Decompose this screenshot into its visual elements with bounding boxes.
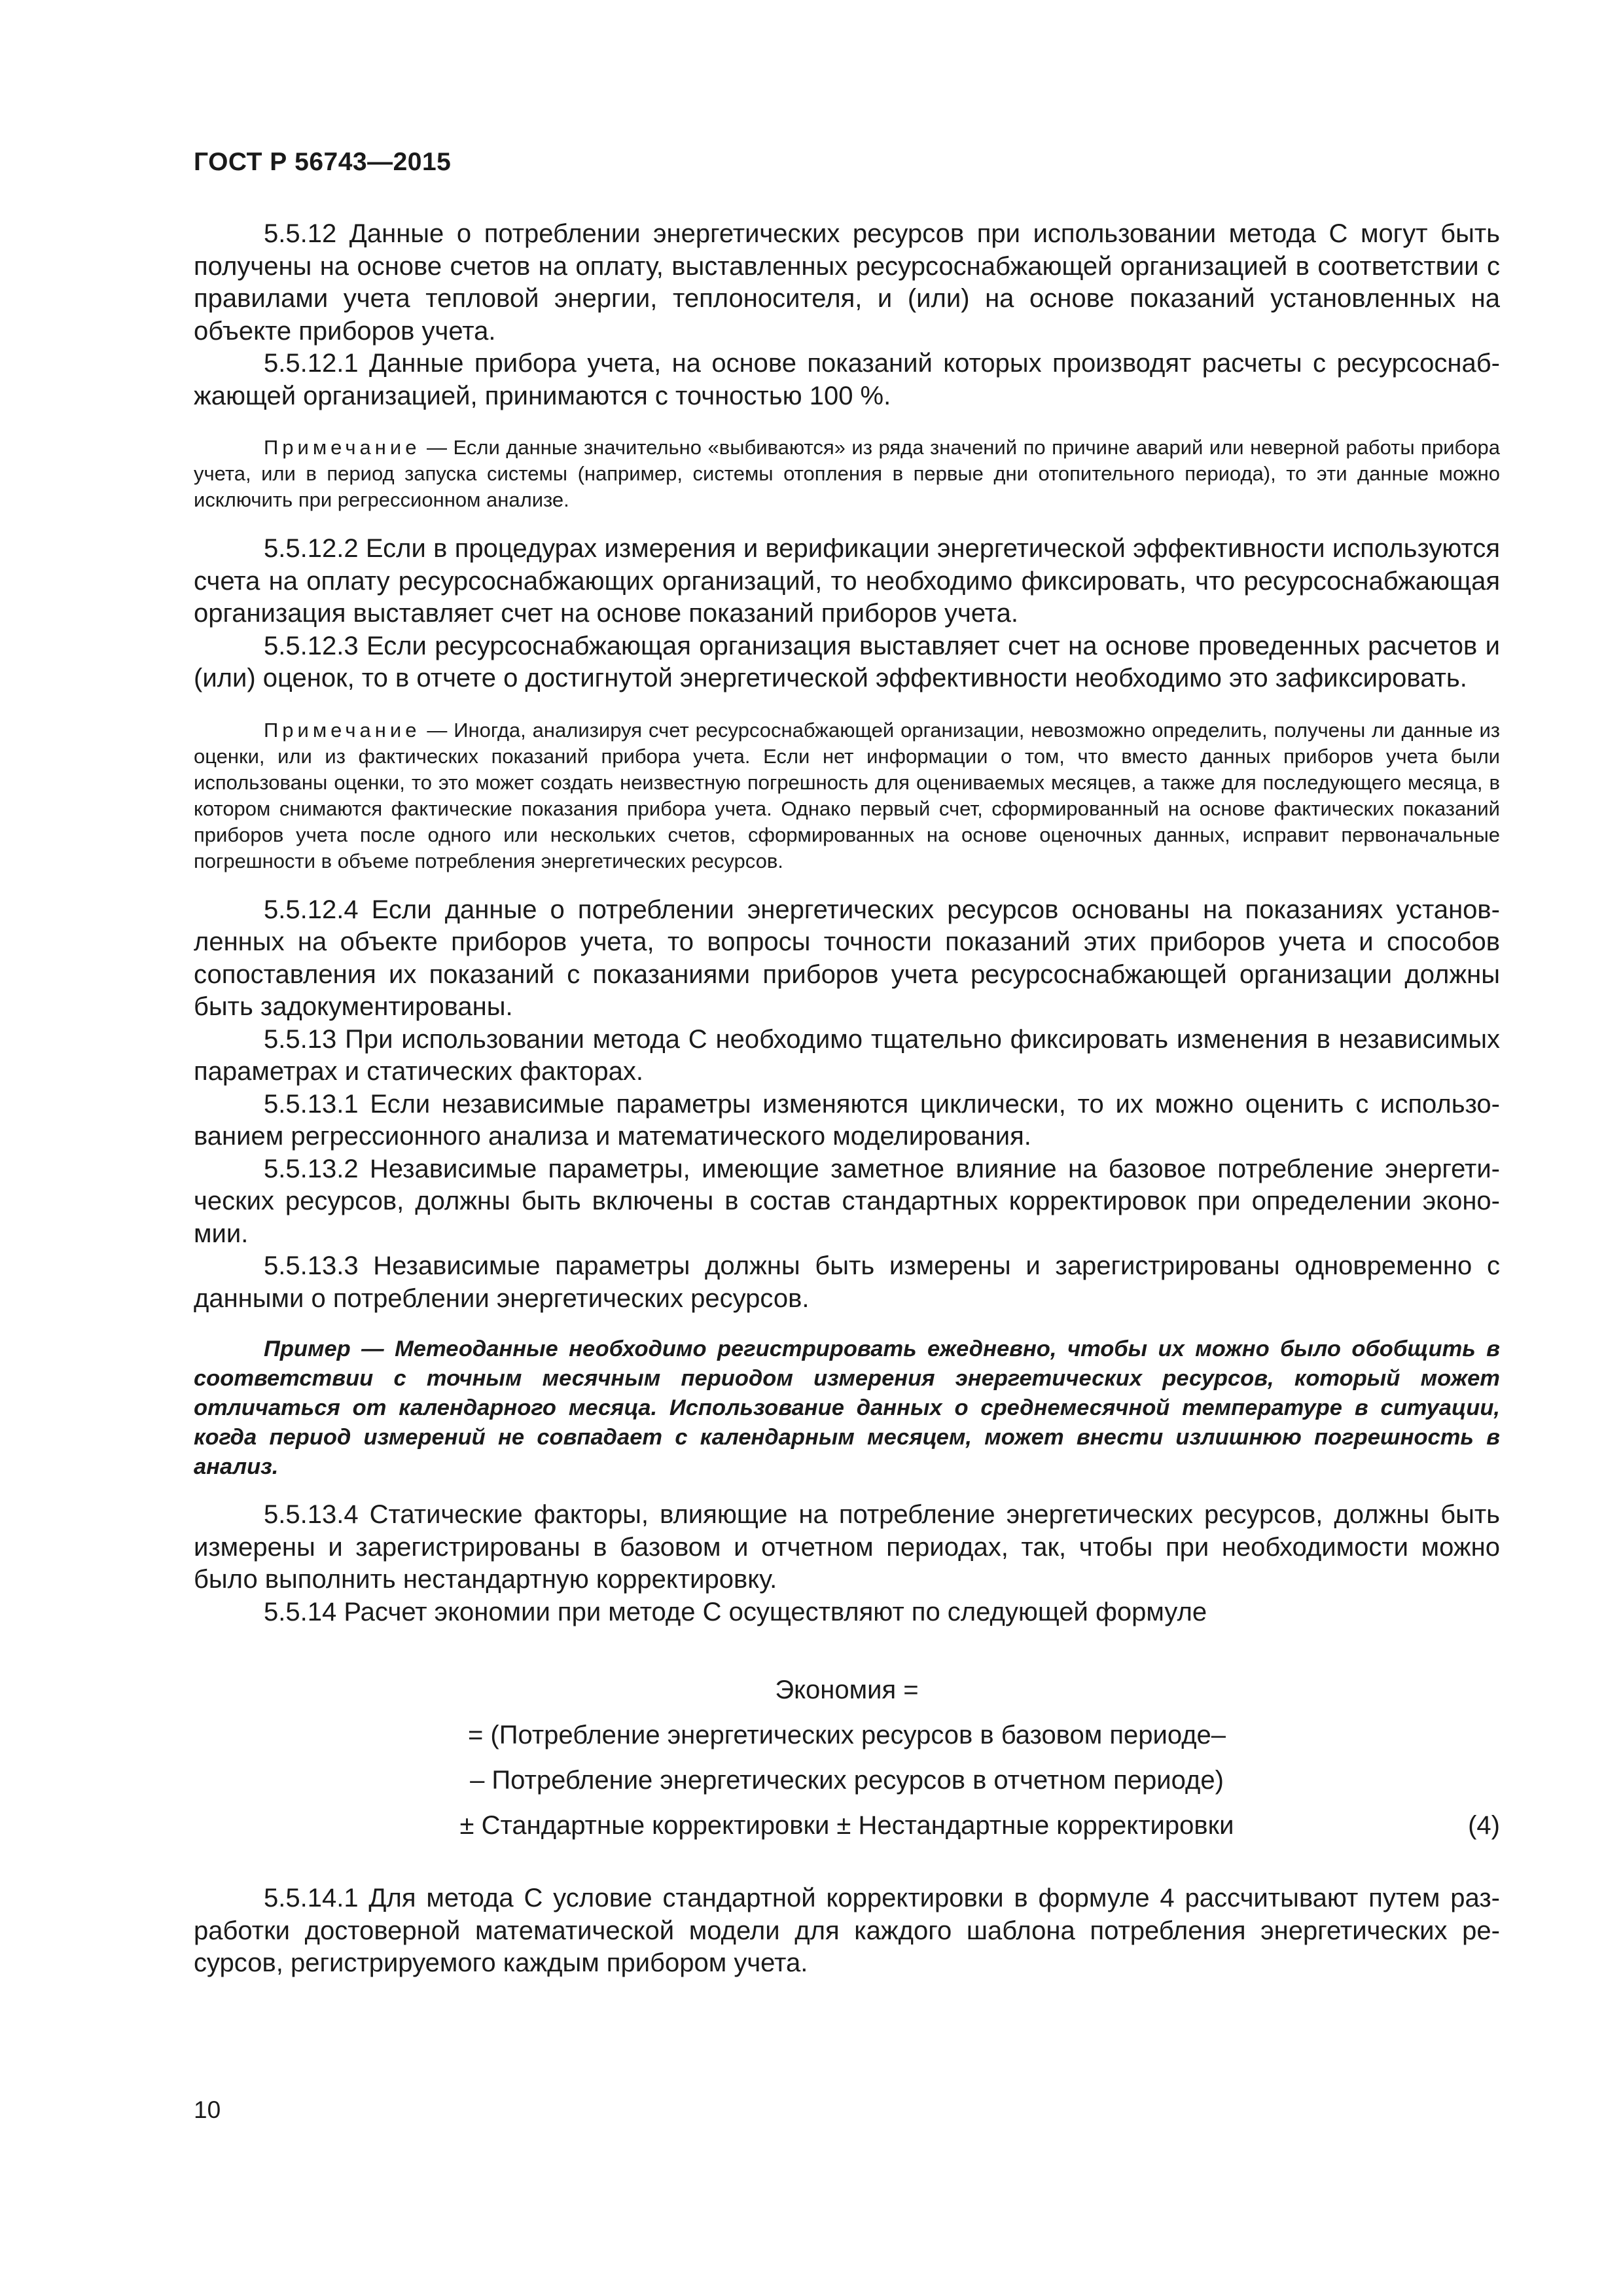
formula-line-1: Экономия =	[775, 1676, 919, 1704]
paragraph-5-5-12-2: 5.5.12.2 Если в процедурах измерения и верификации энергетической эффективности используются счета на оплату ресурсоснабжающих организаций, то необходимо фиксировать, что ресурсоснабжающая организация выставляет счет на основе показаний приборов учета.	[194, 534, 1500, 628]
paragraph-5-5-14: 5.5.14 Расчет экономии при методе С осуществляют по следующей формуле	[264, 1597, 1207, 1626]
note-1	[194, 435, 1500, 513]
note-1-text: — Если данные значительно «выбиваются» из ряда значений по причине аварий или неверной работы прибора учета, или в период запуска системы (например, системы отопления в первые дни отопительного периода), то эти данные можно исключить при регрессионном анализе.	[194, 436, 1500, 511]
example-block: Пример — Метеоданные необходимо регистрировать ежедневно, чтобы их можно было обобщить в соответствии с точным месячным периодом измерения энергетических ресурсов, который может отличаться от календарного месяца. Использование данных о среднемесячной температуре в ситуации, когда период измерений не совпадает с календарным месяцем, может внести излишнюю погрешность в анализ.	[194, 1336, 1500, 1479]
note-2	[194, 717, 1500, 874]
paragraph-5-5-14-1: 5.5.14.1 Для метода С условие стандартной корректировки в формуле 4 рассчитывают путем разработки достоверной математической модели для каждого шаблона потребления энергетических ресурсов, регистрируемого каждым прибором учета.	[194, 1884, 1500, 1977]
note-2-text: — Иногда, анализируя счет ресурсоснабжающей организации, невозможно определить, получены ли данные из оценки, или из фактических показаний прибора учета. Если нет информации о том, что вместо данных приборов учета были использованы оценки, то это может создать неизвестную погрешность для оцениваемых месяцев, а также для последующего месяца, в котором снимаются фактические показания прибора учета. Однако первый счет, сформированный на основе фактических показаний приборов учета после одного или нескольких счетов, сформированных на основе оценочных данных, исправит первоначальные погрешности в объеме потребления энергетических ресурсов.	[194, 718, 1500, 872]
paragraph-5-5-13-4: 5.5.13.4 Статические факторы, влияющие на потребление энергетических ресурсов, должны быть измерены и зарегистрированы в базовом и отчетном периодах, так, чтобы при необходимости можно было выполнить нестандартную корректировку.	[194, 1500, 1500, 1594]
formula-line-3: – Потребление энергетических ресурсов в отчетном периоде)	[470, 1766, 1224, 1795]
paragraph-5-5-12-4: 5.5.12.4 Если данные о потреблении энергетических ресурсов основаны на показаниях установленных на объекте приборов учета, то вопросы точности показаний этих приборов учета и способов сопоставления их показаний с показаниями приборов учета ресурсоснабжающей организации должны быть задокументированы.	[194, 895, 1500, 1021]
document-body	[194, 218, 1500, 1980]
document-header-code: ГОСТ Р 56743—2015	[194, 148, 452, 176]
page-number: 10	[194, 2096, 221, 2123]
paragraph-5-5-13-2: 5.5.13.2 Независимые параметры, имеющие заметное влияние на базовое потребление энергетических ресурсов, должны быть включены в состав стандартных корректировок при определении экономии.	[194, 1154, 1500, 1248]
note-1-label: Примечание	[264, 436, 421, 459]
paragraph-5-5-13-1: 5.5.13.1 Если независимые параметры изменяются циклически, то их можно оценить с использованием регрессионного анализа и математического моделирования.	[194, 1089, 1500, 1151]
formula-line-4: ± Стандартные корректировки ± Нестандартные корректировки	[459, 1811, 1234, 1840]
formula-line-2: = (Потребление энергетических ресурсов в базовом периоде–	[467, 1721, 1226, 1749]
paragraph-5-5-13: 5.5.13 При использовании метода С необходимо тщательно фиксировать изменения в независимых параметрах и статических факторах.	[194, 1024, 1500, 1086]
formula-number: (4)	[1468, 1811, 1500, 1840]
paragraph-5-5-12-1: 5.5.12.1 Данные прибора учета, на основе показаний которых производят расчеты с ресурсоснабжающей организацией, принимаются с точностью 100 %.	[194, 349, 1500, 410]
paragraph-5-5-13-3: 5.5.13.3 Независимые параметры должны быть измерены и зарегистрированы одновременно с данными о потреблении энергетических ресурсов.	[194, 1251, 1500, 1313]
paragraph-5-5-12: 5.5.12 Данные о потреблении энергетических ресурсов при использовании метода С могут быть получены на основе счетов на оплату, выставленных ресурсоснабжающей организацией в соответствии с правилами учета тепловой энергии, теплоносителя, и (или) на основе показаний установленных на объекте приборов учета.	[194, 219, 1500, 346]
paragraph-5-5-12-3: 5.5.12.3 Если ресурсоснабжающая организация выставляет счет на основе проведенных расчетов и (или) оценок, то в отчете о достигнутой энергетической эффективности необходимо это зафиксировать.	[194, 631, 1500, 692]
formula-4	[194, 1668, 1500, 1848]
note-2-label: Примечание	[264, 718, 421, 742]
